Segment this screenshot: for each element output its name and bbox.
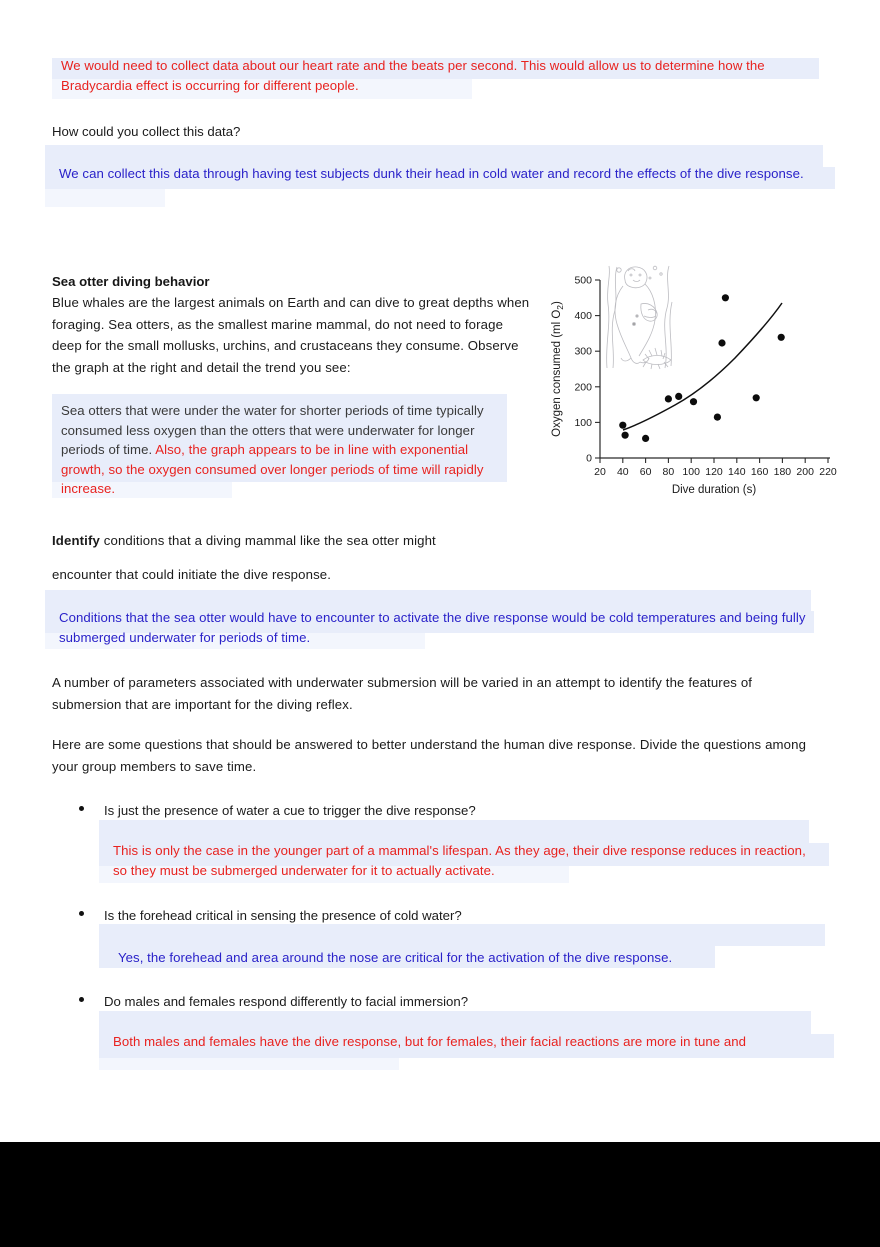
- data-point: [622, 432, 629, 439]
- answer-text-trend-part2: Also, the graph appears to be in line with exponential growth, so the oxygen consumed over longer periods of time will rapidly increase.: [61, 442, 484, 497]
- answer-text-heart-rate: We would need to collect data about our heart rate and the beats per second. This would allow us to determine how the Bradycardia effect is occurring for different people.: [61, 58, 765, 93]
- prompt-identify-bold: Identify: [52, 533, 100, 548]
- highlight-band: [99, 1058, 399, 1070]
- answer-block-collect-data[interactable]: [45, 145, 835, 200]
- svg-text:100: 100: [574, 416, 592, 429]
- svg-text:200: 200: [796, 466, 814, 478]
- bullet-marker: [79, 997, 84, 1002]
- answer-block-trend[interactable]: [52, 394, 522, 500]
- section-heading-sea-otter: Sea otter diving behavior: [52, 274, 210, 289]
- scatter-plot-svg: [545, 258, 840, 503]
- highlight-band: [45, 189, 165, 207]
- bullet-marker: [79, 806, 84, 811]
- chart-oxygen-vs-dive-duration: [545, 258, 840, 503]
- svg-text:160: 160: [750, 466, 769, 478]
- bullet-question-1: Is just the presence of water a cue to trigger the dive response?: [104, 803, 476, 818]
- answer-text-trend-part1: Sea otters that were under the water for shorter periods of time typically consumed less oxygen than the otters that were underwater for longer periods of time.: [61, 403, 484, 458]
- svg-text:120: 120: [705, 466, 723, 478]
- chart-y-tick-labels: [574, 275, 592, 465]
- svg-text:200: 200: [574, 381, 592, 394]
- answer-text-identify: Conditions that the sea otter would have to encounter to activate the dive response would be cold temperatures and being fully submerged underwater for periods of time.: [59, 610, 806, 645]
- chart-x-tick-labels: [594, 466, 837, 478]
- data-point: [690, 398, 697, 405]
- svg-text:220: 220: [819, 466, 837, 478]
- svg-text:400: 400: [574, 310, 592, 323]
- svg-text:140: 140: [728, 466, 746, 478]
- page-bottom-letterbox: [0, 1142, 880, 1247]
- prompt-collect-data-question: How could you collect this data?: [52, 124, 241, 139]
- sea-otter-illustration: [603, 264, 675, 369]
- chart-x-ticks: [600, 458, 828, 463]
- svg-text:180: 180: [773, 466, 792, 478]
- answer-block-q1[interactable]: [99, 820, 829, 882]
- data-point: [753, 394, 760, 401]
- data-point: [675, 393, 682, 400]
- answer-text-q1: This is only the case in the younger part of a mammal's lifespan. As they age, their dive response reduces in reaction, so they must be submerged underwater for it to actually activate.: [113, 843, 806, 878]
- answer-text-q3: Both males and females have the dive response, but for females, their facial reactions are more in tune and: [113, 1034, 747, 1049]
- svg-text:500: 500: [574, 274, 592, 287]
- answer-text-collect-data: We can collect this data through having test subjects dunk their head in cold water and record the effects of the dive response.: [59, 166, 804, 181]
- paragraph-questions-intro: Here are some questions that should be answered to better understand the human dive response. Divide the questions among your group members to save time.: [52, 737, 807, 774]
- paragraph-parameters: A number of parameters associated with underwater submersion will be varied in an attempt to identify the features of submersion that are important for the diving reflex.: [52, 675, 753, 712]
- data-point: [665, 395, 672, 402]
- answer-block-q3[interactable]: [99, 1011, 834, 1063]
- svg-text:300: 300: [574, 345, 592, 358]
- bullet-question-3: Do males and females respond differently to facial immersion?: [104, 994, 469, 1009]
- bullet-marker: [79, 911, 84, 916]
- answer-text-q2: Yes, the forehead and area around the nose are critical for the activation of the dive response.: [118, 950, 673, 965]
- answer-block-q2[interactable]: [99, 924, 829, 972]
- svg-text:0: 0: [586, 452, 592, 465]
- data-point: [714, 414, 721, 421]
- prompt-identify-rest: conditions that a diving mammal like the sea otter might: [99, 533, 436, 548]
- chart-y-axis-label: Oxygen consumed (ml $O_2$): [551, 301, 565, 437]
- prompt-identify-line2: encounter that could initiate the dive response.: [52, 567, 332, 582]
- svg-text:60: 60: [639, 466, 652, 478]
- prompt-identify-line1: [52, 530, 572, 552]
- data-point: [722, 294, 729, 301]
- paragraph-sea-otter-intro: Blue whales are the largest animals on Earth and can dive to great depths when foraging. Sea otters, as the smallest marine mammal, do not need to forage deep for the small mollusks, urchins, and crustaceans they consume. Observe the graph at the right and detail the trend you see:: [52, 295, 530, 375]
- data-point: [619, 422, 626, 429]
- data-point: [778, 334, 785, 341]
- answer-block-heart-rate[interactable]: [52, 56, 824, 104]
- data-point: [718, 339, 725, 346]
- svg-text:100: 100: [682, 466, 700, 478]
- answer-block-identify[interactable]: [45, 590, 835, 646]
- chart-x-axis-label: Dive duration (s): [671, 484, 757, 496]
- svg-text:40: 40: [616, 466, 629, 478]
- bullet-question-2: Is the forehead critical in sensing the presence of cold water?: [104, 908, 462, 923]
- svg-text:20: 20: [594, 466, 606, 478]
- svg-text:80: 80: [662, 466, 675, 478]
- data-point: [642, 435, 649, 442]
- chart-y-ticks: [595, 280, 600, 458]
